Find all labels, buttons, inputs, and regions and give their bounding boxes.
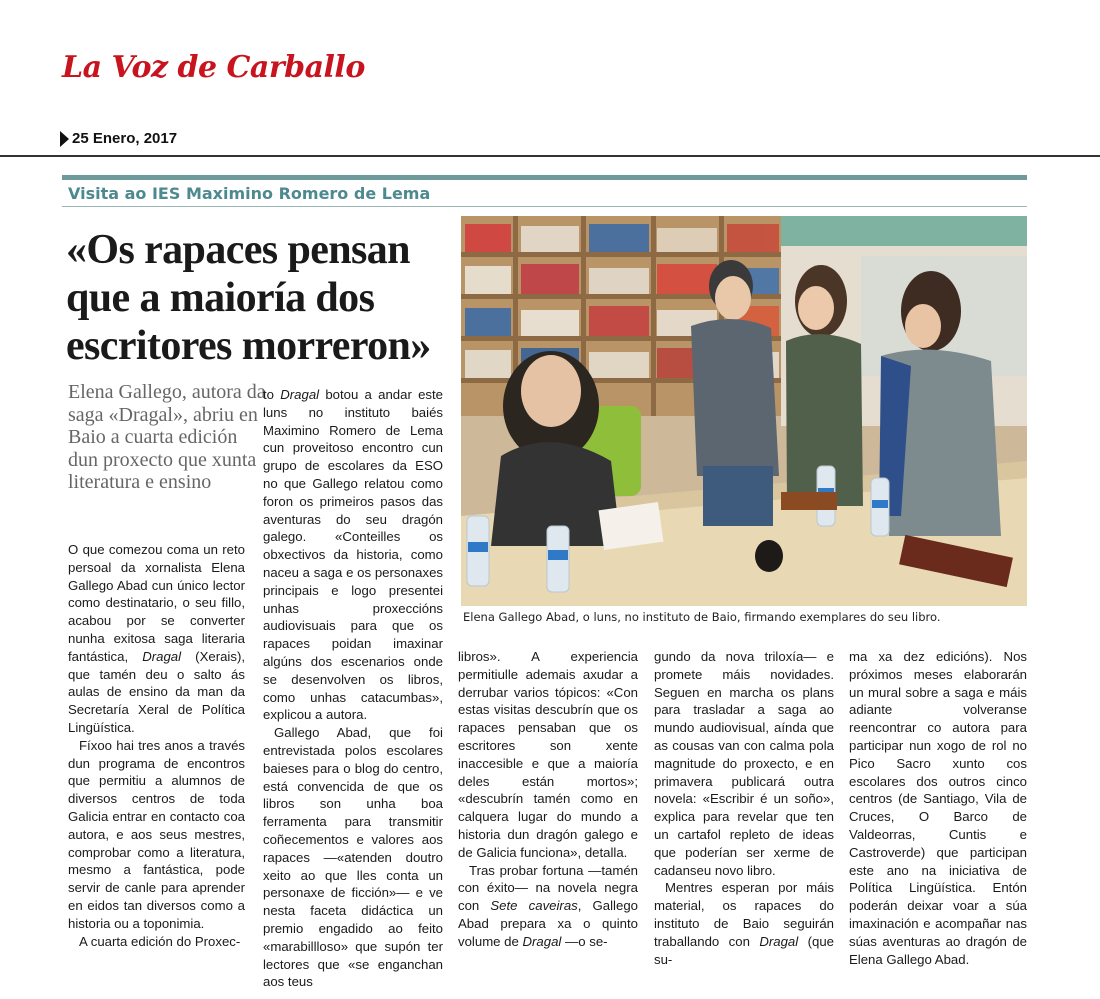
paragraph: libros». A experiencia permitiulle ademais axudar a derrubar varios tópicos: «Con estas visitas descubrín que os rapaces pensaban que os escritores son xente inaccesible e que a maioría deles están mortos»; «descubrín tamén como en calquera lugar do mundo a historia dun dragón galego e de Galicia funciona», detalla. — [458, 649, 638, 860]
paragraph: Fíxoo hai tres anos a través dun programa de encontros que permitiu a alumnos de diversos centros de toda Galicia entrar en contacto coa autora, e aos seus mestres, comprobar como a literatura, mesmo a fantástica, pode servir de canle para aprender en eidos tan diversos como a historia ou a toponimia. — [68, 737, 245, 931]
body-column-2 — [263, 386, 443, 991]
article-deck: Elena Gallego, autora da saga «Dragal», abriu en Baio a cuarta edición dun proxecto que xunta literatura e ensino — [68, 381, 266, 493]
paragraph: Mentres esperan por máis material, os rapaces do instituto de Baio seguirán traballando con Dragal (que su- — [654, 880, 834, 967]
paragraph: A cuarta edición do Proxec- — [79, 933, 241, 949]
article-photo — [461, 216, 1027, 606]
kicker-rule — [62, 206, 1027, 207]
article-kicker: Visita ao IES Maximino Romero de Lema — [68, 184, 431, 203]
paragraph: ma xa dez edicións). Nos próximos meses elaborarán un mural sobre a saga e máis adiante volveranse reencontrar co autora para participar nun xogo de rol no Pico Sacro xunto cos escolares dos outros cinco centros (de Santiago, Vila de Cruces, O Barco de Valdeorras, Cuntis e Castroverde) que participan este ano na iniciativa de Política Lingüística. Entón poderán deixar voar a súa imaxinación e acompañar nas súas aventuras ao dragón de Elena Gallego Abad. — [849, 649, 1027, 967]
paragraph: Tras probar fortuna —tamén con éxito— na novela negra con Sete caveiras, Gallego Abad prepara xa o quinto volume de Dragal —o se- — [458, 862, 638, 949]
masthead-logo: La Voz de Carballo — [62, 50, 365, 85]
publication-date: 25 Enero, 2017 — [72, 130, 178, 147]
body-column-3 — [458, 648, 638, 951]
body-column-5 — [849, 648, 1027, 968]
dateline — [60, 130, 177, 147]
body-column-1 — [68, 541, 245, 950]
section-bar — [62, 175, 1027, 180]
header-rule — [0, 155, 1100, 157]
article-headline: «Os rapaces pensan que a maioría dos escritores morreron» — [66, 227, 431, 369]
paragraph: Gallego Abad, que foi entrevistada polos escolares baieses para o blog do centro, está convencida de que os libros son unha boa ferramenta para transmitir coñecementos e valores aos rapaces —«atenden doutro xeito ao que lles conta un personaxe de ficción»— e ve nesta faceta didáctica un premio engadido ao feito «marabillloso» que supón ter lectores que «se enganchan aos teus — [263, 725, 443, 990]
triangle-marker-icon — [60, 131, 69, 147]
paragraph: to Dragal botou a andar este luns no instituto baiés Maximino Romero de Lema cun proveitoso encontro cun grupo de escolares da ESO no que Gallego relatou como foron os primeiros pasos das aventuras do seu dragón galego. «Conteilles os obxectivos da historia, como naceu a saga e os personaxes principais e logo presentei unhas proxeccións audiovisuais para que os rapaces poidan imaxinar algúns dos escenarios onde se desenvolven os libros, como unhas catacumbas», explicou a autora. — [263, 387, 443, 723]
photo-caption: Elena Gallego Abad, o luns, no instituto de Baio, firmando exemplares do seu libro. — [463, 610, 941, 624]
library-scene-illustration — [461, 216, 1027, 606]
paragraph: O que comezou coma un reto persoal da xornalista Elena Gallego Abad cun único lector como destinatario, o seu fillo, acabou por se converter nunha exitosa saga literaria fantástica, Dragal (Xerais), que tamén deu o salto ás aulas de ensino da man da Secretaría Xeral de Política Lingüística. — [68, 542, 245, 735]
paragraph: gundo da nova triloxía— e promete máis novidades. Seguen en marcha os plans para trasladar a saga ao mundo audiovisual, aínda que as cousas van con calma pola magnitude do proxecto, e en primavera publicará outra novela: «Escribir é un soño», explica para revelar que ten un cartafol repleto de ideas que poderían ser xerme de cadanseu novo libro. — [654, 649, 834, 878]
body-column-4 — [654, 648, 834, 968]
